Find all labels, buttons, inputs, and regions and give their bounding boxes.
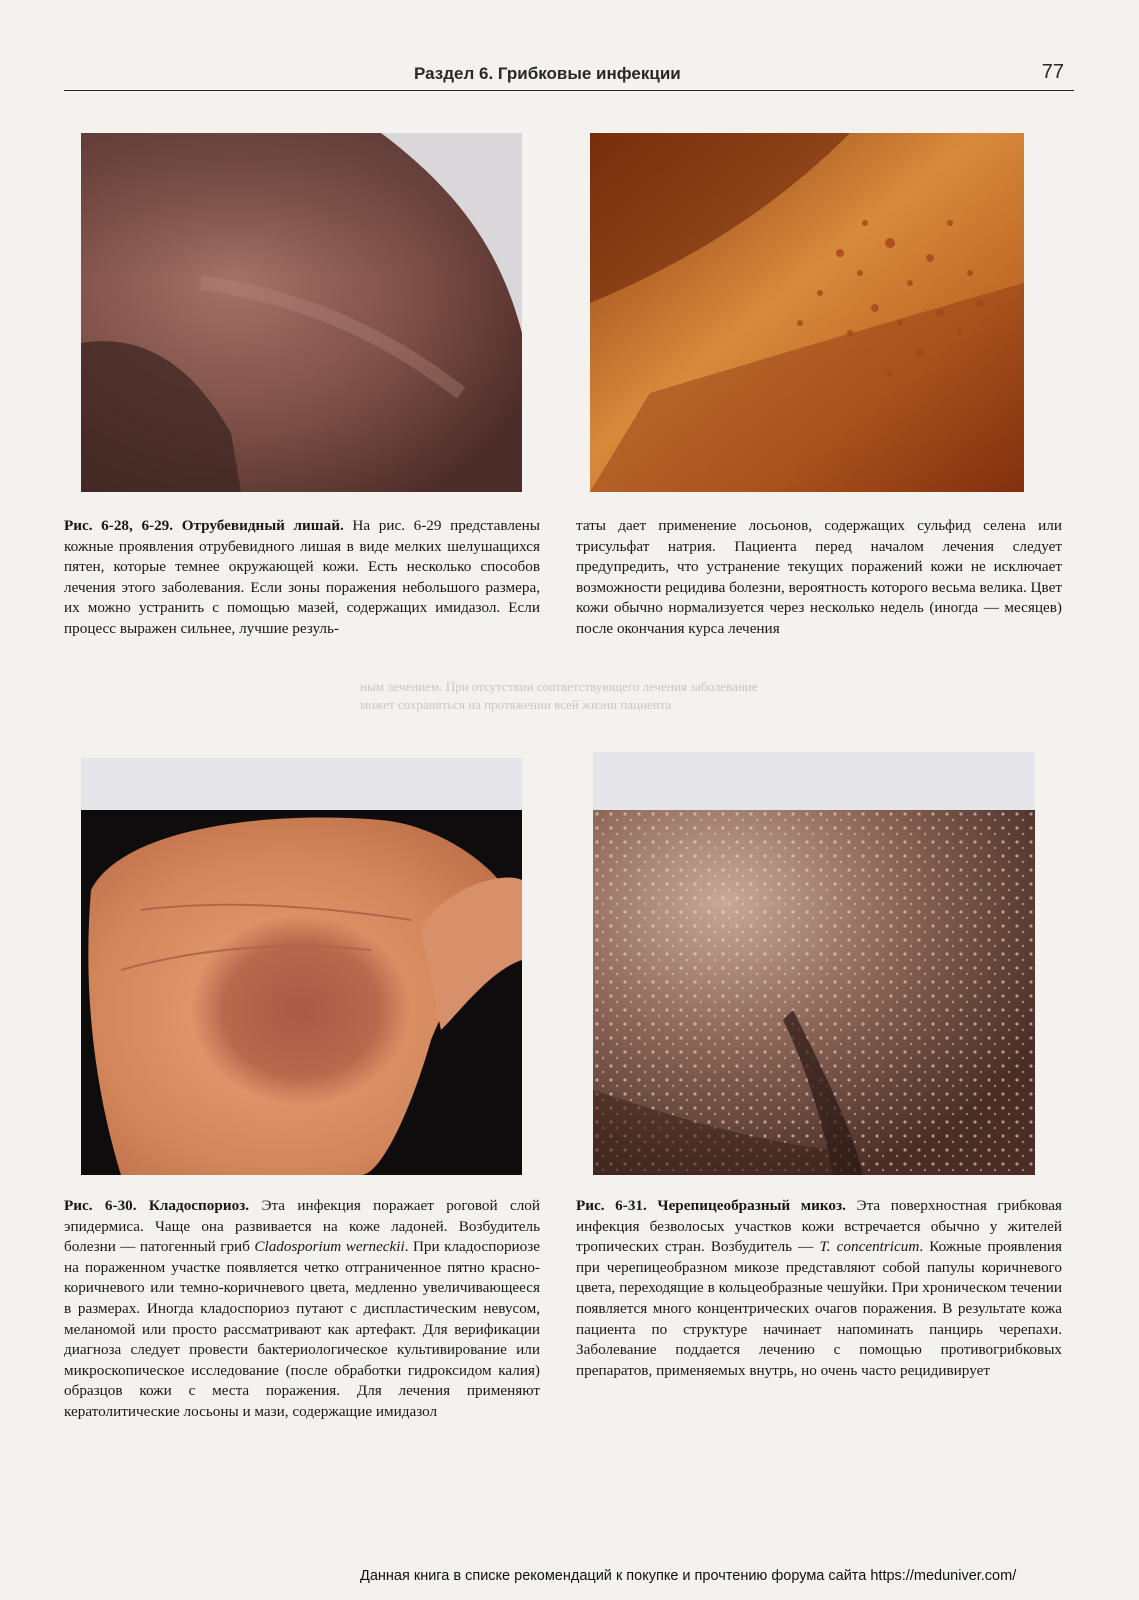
caption-text: Эта поверхностная грибковая инфекция безволосых участков кожи встречается обычно у жителей тропических стран. Возбудитель —	[576, 1197, 1062, 1256]
caption-text: На рис. 6-29 представлены кожные проявления отрубевидного лишая в виде мелких шелушащихся пятен, которые темнее окружающей кожи. Есть несколько способов лечения этого заболевания. Если зоны поражения небольшого размера, их можно устранить с помощью мазей, содержащих имидазол. Если процесс выражен сильнее, лучшие резуль-	[64, 517, 540, 637]
palm-lesion-photo-icon	[81, 810, 522, 1175]
scaly-skin-photo-icon	[593, 810, 1035, 1175]
caption-label: Рис. 6-31. Черепицеобразный микоз.	[576, 1197, 846, 1214]
figure-6-29-photo	[590, 133, 1024, 492]
caption-fig-6-30	[64, 1196, 540, 1423]
footer-notice: Данная книга в списке рекомендаций к покупке и прочтению форума сайта https://meduniver.com/	[360, 1568, 1017, 1584]
caption-text: . Кожные проявления при черепицеобразном микозе представляют собой папулы коричневого цвета, переходящие в кольцеобразные чешуйки. При хроническом течении появляется много концентрических очагов поражения. В результате кожа пациента по структуре начинает напоминать панцирь черепахи. Заболевание поддается лечению с помощью противогрибковых препаратов, применяемых внутрь, но очень часто рецидивирует	[576, 1238, 1062, 1379]
caption-fig-6-28-6-29-right	[576, 516, 1062, 640]
caption-fig-6-31	[576, 1196, 1062, 1381]
back-skin-lesions-photo-icon	[590, 133, 1024, 492]
caption-text-continued: таты дает применение лосьонов, содержащих сульфид селена или трисульфат натрия. Пациента перед началом лечения следует предупредить, что устранение текущих поражений кожи не исключает возможности рецидива болезни, вероятность которого весьма велика. Цвет кожи обычно нормализуется через несколько недель (иногда — месяцев) после окончания курса лечения	[576, 517, 1062, 637]
figure-6-30-photo	[81, 810, 522, 1175]
page-number: 77	[1041, 61, 1064, 83]
caption-fig-6-28-6-29-left	[64, 516, 540, 640]
caption-italic: Cladosporium werneckii	[254, 1238, 405, 1256]
show-through-line: ным лечением. При отсутствии соответствующего лечения заболевание	[360, 679, 758, 694]
caption-text: . При кладоспориозе на пораженном участке появляется четко отграниченное пятно красно-коричневого или темно-коричневого цвета, медленно увеличивающееся в размерах. Иногда кладоспориоз путают с диспластическим невусом, меланомой или просто рассматривают как артефакт. Для верификации диагноза следует провести бактериологическое культивирование или микроскопическое исследование (после обработки гидроксидом калия) образцов кожи с места поражения. Для лечения применяют кератолитические лосьоны и мази, содержащие имидазол	[64, 1238, 540, 1420]
figure-6-30-backdrop	[81, 758, 522, 818]
show-through-line: может сохраняться на протяжении всей жизни пациента	[360, 697, 672, 712]
caption-text: Эта инфекция поражает роговой слой эпидермиса. Чаще она развивается на коже ладоней. Возбудитель болезни — патогенный гриб	[64, 1197, 540, 1256]
figure-6-31-backdrop	[593, 752, 1035, 812]
section-title: Раздел 6. Грибковые инфекции	[414, 64, 681, 83]
figure-6-31-photo	[593, 810, 1035, 1175]
show-through-text	[360, 678, 880, 714]
caption-label: Рис. 6-28, 6-29. Отрубевидный лишай.	[64, 517, 344, 534]
running-header	[64, 58, 1074, 91]
caption-italic: T. concentricum	[819, 1238, 920, 1256]
neck-skin-photo-icon	[81, 133, 522, 492]
figure-6-28-photo	[81, 133, 522, 492]
caption-label: Рис. 6-30. Кладоспориоз.	[64, 1197, 250, 1214]
